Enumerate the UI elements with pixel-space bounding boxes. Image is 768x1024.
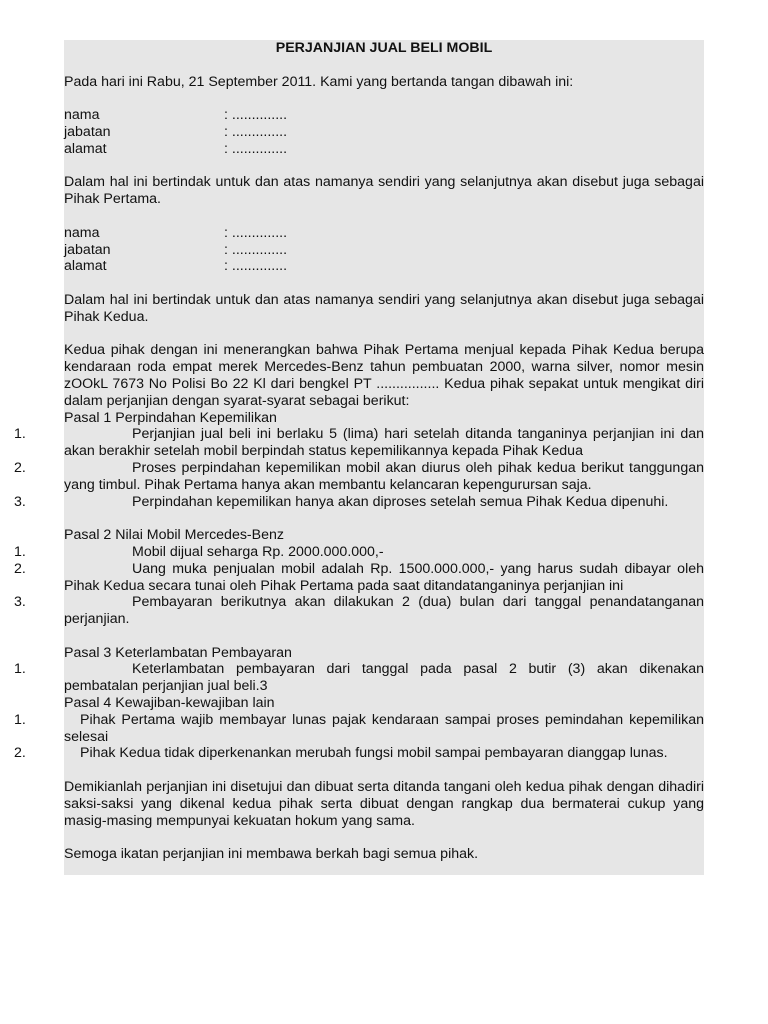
- list-number: 2.: [14, 459, 26, 476]
- party2-field-nama: [64, 225, 704, 242]
- field-value: : ..............: [224, 123, 288, 140]
- list-text: Keterlambatan pembayaran dari tanggal pada pasal 2 butir (3) akan dikenakan pembatalan perjanjian jual beli.3: [64, 661, 704, 695]
- list-item: [14, 493, 704, 511]
- list-number: 2.: [14, 745, 26, 762]
- opening-line: Pada hari ini Rabu, 21 September 2011. Kami yang bertanda tangan dibawah ini:: [64, 73, 574, 90]
- list-item: [14, 543, 704, 561]
- field-value: : ..............: [224, 224, 288, 241]
- list-item: [14, 711, 704, 746]
- list-item: [14, 661, 704, 695]
- list-item: [14, 426, 704, 460]
- list-item: [14, 560, 704, 595]
- field-value: : ..............: [224, 140, 288, 157]
- list-item: [14, 459, 704, 494]
- field-label: jabatan: [64, 241, 111, 258]
- pasal2-heading: Pasal 2 Nilai Mobil Mercedes-Benz: [64, 527, 284, 544]
- party1-field-jabatan: [64, 124, 704, 141]
- intro-paragraph: Kedua pihak dengan ini menerangkan bahwa Pihak Pertama menjual kepada Pihak Kedua berupa kendaraan roda empat merek Mercedes-Benz tahun pembuatan 2000, warna silver, nomor mesin zOOkL 7673 No Polisi Bo 22 Kl dari bengkel PT ................ Kedua pihak sepakat untuk mengikat diri dalam perjanjian dengan syarat-syarat sebagai berikut:: [64, 342, 704, 409]
- party1-fields: [64, 107, 704, 157]
- document-title: PERJANJIAN JUAL BELI MOBIL: [275, 40, 493, 56]
- list-number: 1.: [14, 426, 26, 443]
- list-text: Pihak Kedua tidak diperkenankan merubah fungsi mobil sampai pembayaran dianggap lunas.: [80, 745, 668, 762]
- document: [0, 40, 768, 875]
- list-item: [14, 594, 704, 628]
- party1-field-alamat: [64, 141, 704, 158]
- pasal1-heading: Pasal 1 Perpindahan Kepemilikan: [64, 409, 277, 426]
- list-text: Uang muka penjualan mobil adalah Rp. 1500.000.000,- yang harus sudah dibayar oleh Pihak Kedua secara tunai oleh Pihak Pertama pada saat ditandatanganinya perjanjian ini: [64, 560, 704, 594]
- closing-wish: Semoga ikatan perjanjian ini membawa berkah bagi semua pihak.: [64, 846, 479, 863]
- document-body: [14, 40, 704, 875]
- list-text: Pembayaran berikutnya akan dilakukan 2 (dua) bulan dari tanggal penandatanganan perjanjian.: [64, 594, 704, 628]
- list-item: [14, 745, 704, 762]
- field-label: nama: [64, 107, 100, 124]
- list-text: Mobil dijual seharga Rp. 2000.000.000,-: [132, 543, 384, 560]
- pasal4-heading: Pasal 4 Kewajiban-kewajiban lain: [64, 695, 275, 712]
- party2-statement: Dalam hal ini bertindak untuk dan atas namanya sendiri yang selanjutnya akan disebut juga sebagai Pihak Kedua.: [64, 291, 704, 325]
- list-text: Perjanjian jual beli ini berlaku 5 (lima) hari setelah ditanda tanganinya perjanjian ini dan akan berakhir setelah mobil berpindah status kepemilikannya kepada Pihak Kedua: [64, 426, 704, 460]
- field-value: : ..............: [224, 241, 288, 258]
- list-text: Perpindahan kepemilikan hanya akan diproses setelah semua Pihak Kedua dipenuhi.: [132, 493, 669, 510]
- field-value: : ..............: [224, 107, 288, 124]
- pasal3-heading: Pasal 3 Keterlambatan Pembayaran: [64, 644, 292, 661]
- list-number: 3.: [14, 493, 26, 510]
- list-number: 2.: [14, 560, 26, 577]
- list-number: 1.: [14, 661, 26, 678]
- party2-field-jabatan: [64, 242, 704, 259]
- field-value: : ..............: [224, 258, 288, 275]
- field-label: jabatan: [64, 123, 111, 140]
- party2-field-alamat: [64, 258, 704, 275]
- field-label: alamat: [64, 140, 107, 157]
- list-number: 1.: [14, 543, 26, 560]
- party2-fields: [64, 225, 704, 275]
- list-text: Pihak Pertama wajib membayar lunas pajak kendaraan sampai proses pemindahan kepemilikan selesai: [64, 711, 704, 745]
- party1-field-nama: [64, 107, 704, 124]
- field-label: nama: [64, 224, 100, 241]
- list-text: Proses perpindahan kepemilikan mobil akan diurus oleh pihak kedua berikut tanggungan yang timbul. Pihak Pertama hanya akan membantu kelancaran kepengurursan saja.: [64, 459, 704, 493]
- party1-statement: Dalam hal ini bertindak untuk dan atas namanya sendiri yang selanjutnya akan disebut juga sebagai Pihak Pertama.: [64, 174, 704, 208]
- field-label: alamat: [64, 258, 107, 275]
- closing-paragraph: Demikianlah perjanjian ini disetujui dan dibuat serta ditanda tangani oleh kedua pihak dengan dihadiri saksi-saksi yang dikenal kedua pihak serta dibuat dengan rangkap dua bermaterai cukup yang masig-masing mempunyai kekuatan hokum yang sama.: [64, 779, 704, 829]
- list-number: 1.: [14, 711, 26, 728]
- list-number: 3.: [14, 594, 26, 611]
